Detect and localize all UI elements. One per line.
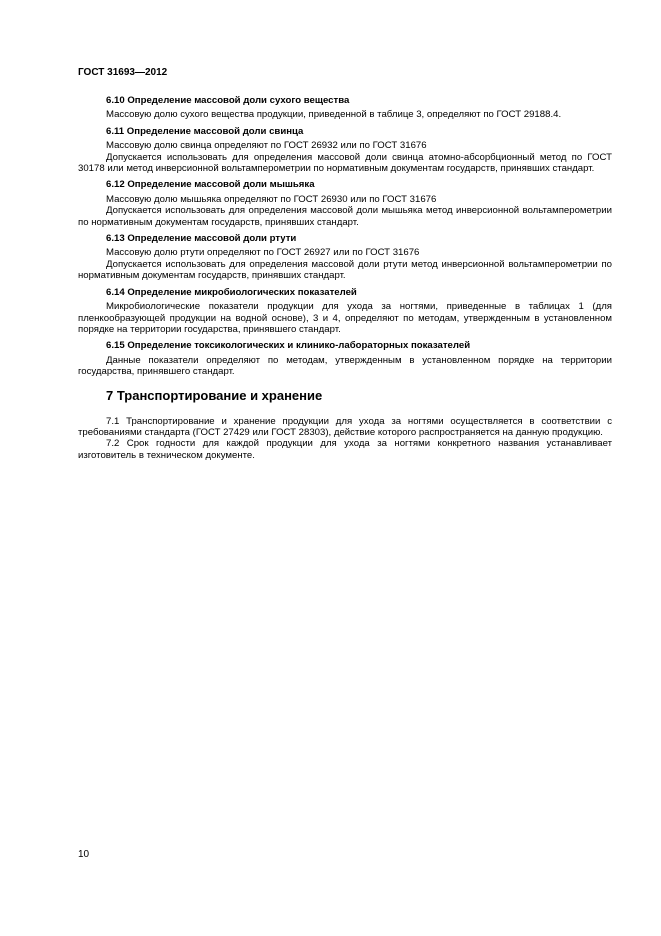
section-6-15 <box>78 340 612 377</box>
document-body <box>78 95 612 461</box>
section-heading: 6.12 Определение массовой доли мышьяка <box>106 179 315 191</box>
chapter-title: 7 Транспортирование и хранение <box>106 387 323 403</box>
section-6-13 <box>78 233 612 282</box>
section-6-12 <box>78 179 612 228</box>
section-heading: 6.15 Определение токсикологических и клинико-лабораторных показателей <box>106 340 471 352</box>
paragraph: Допускается использовать для определения массовой доли мышьяка метод инверсионной вольтамперометрии по нормативным документам государств, принявших стандарт. <box>78 205 612 228</box>
paragraph: Данные показатели определяют по методам, утвержденным в установленном порядке на территории государства, принявшего стандарт. <box>78 354 612 378</box>
paragraph: Допускается использовать для определения массовой доли ртути метод инверсионной вольтамперометрии по нормативным документам государств, принявших стандарт. <box>78 258 612 282</box>
paragraph: 7.1 Транспортирование и хранение продукции для ухода за ногтями осуществляется в соответствии с требованиями стандарта (ГОСТ 27429 или ГОСТ 28303), действие которого распространяется на данную продукцию. <box>78 415 612 438</box>
page-number: 10 <box>78 849 90 860</box>
document-header: ГОСТ 31693—2012 <box>78 67 168 78</box>
paragraph: Массовую долю ртути определяют по ГОСТ 26927 или по ГОСТ 31676 <box>106 247 420 259</box>
section-heading: 6.10 Определение массовой доли сухого вещества <box>106 95 350 106</box>
section-6-14 <box>78 287 612 336</box>
section-heading: 6.11 Определение массовой доли свинца <box>106 125 304 137</box>
paragraph: 7.2 Срок годности для каждой продукции для ухода за ногтями конкретного названия устанавливает изготовитель в техническом документе. <box>78 438 612 461</box>
paragraph: Массовую долю свинца определяют по ГОСТ 26932 или по ГОСТ 31676 <box>106 140 427 152</box>
section-heading: 6.14 Определение микробиологических показателей <box>106 286 357 298</box>
paragraph: Массовую долю мышьяка определяют по ГОСТ 26930 или по ГОСТ 31676 <box>106 193 437 205</box>
section-6-10 <box>78 95 612 121</box>
section-6-11 <box>78 126 612 175</box>
paragraph: Массовую долю сухого вещества продукции, приведенной в таблице 3, определяют по ГОСТ 29188.4. <box>106 109 562 121</box>
paragraph: Микробиологические показатели продукции для ухода за ногтями, приведенные в таблицах 1 (для пленкообразующей продукции на водной основе), 3 и 4, определяют по методам, утвержденным в установленном порядке на территории государства, принявшего стандарт. <box>78 301 612 335</box>
section-heading: 6.13 Определение массовой доли ртути <box>106 233 297 245</box>
paragraph: Допускается использовать для определения массовой доли свинца атомно-абсорбционный метод по ГОСТ 30178 или метод инверсионной вольтамперометрии по нормативным документам государств, принявших стандарт. <box>78 151 612 175</box>
